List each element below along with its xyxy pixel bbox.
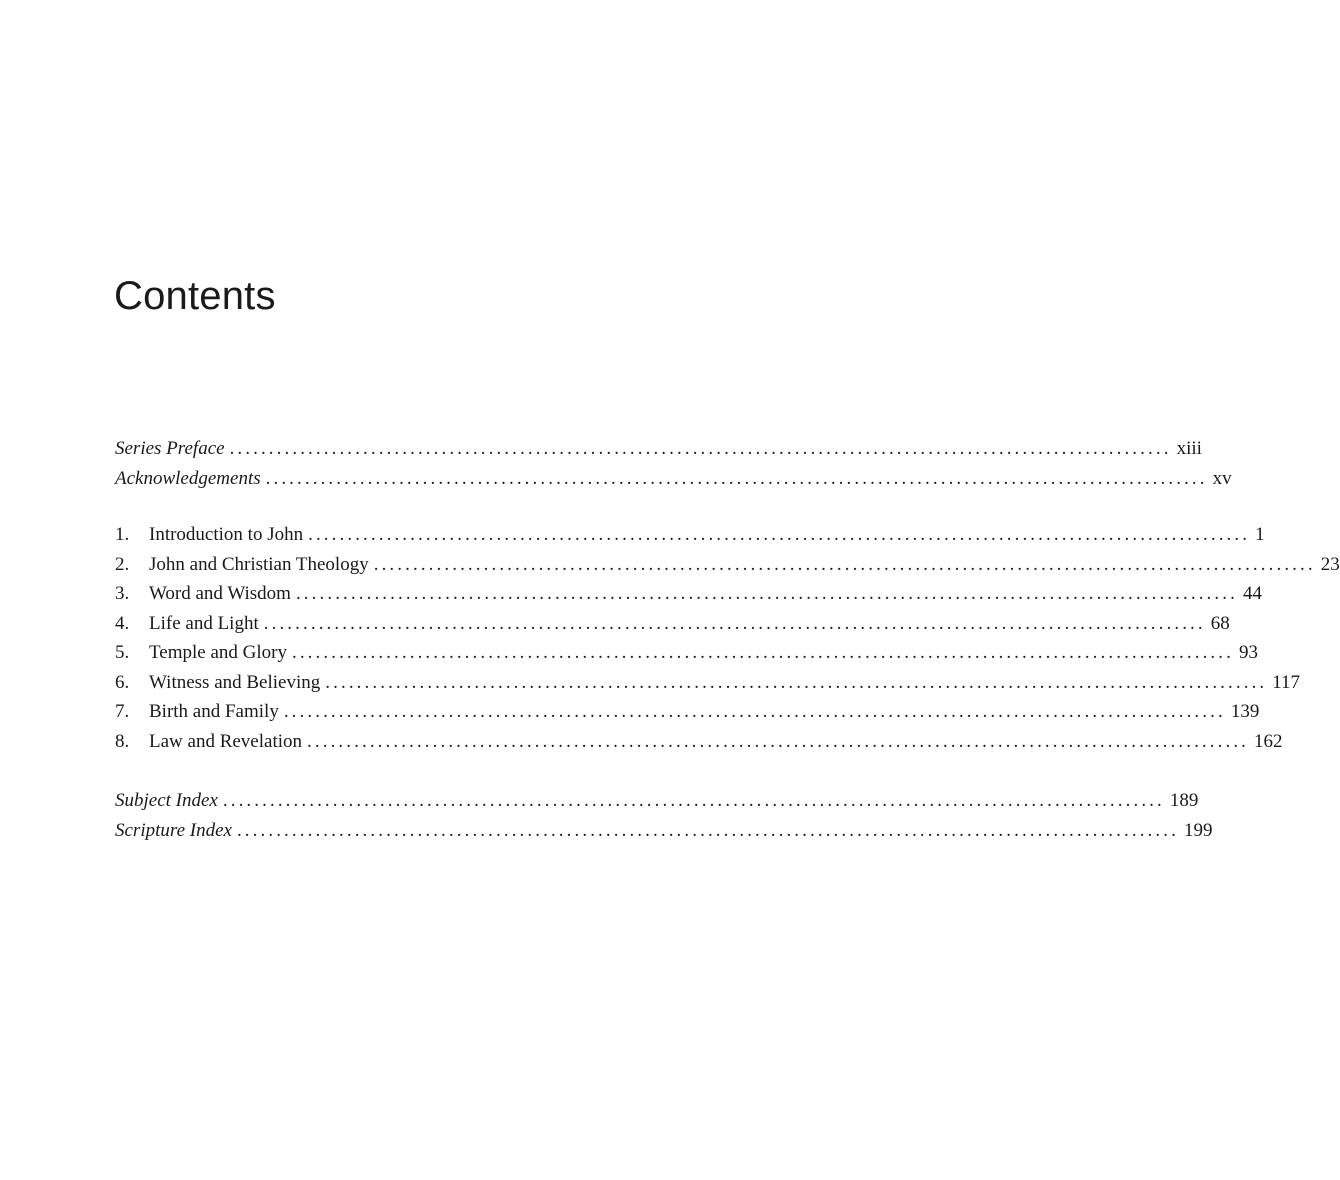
chapter-title: Temple and Glory bbox=[149, 642, 287, 663]
chapter-entry bbox=[115, 520, 1265, 550]
toc-entry-page: xiii bbox=[1176, 438, 1202, 459]
dot-leader: ........................................................................................................................ bbox=[236, 819, 1179, 841]
chapter-page: 68 bbox=[1210, 612, 1230, 634]
chapter-entry bbox=[115, 727, 1283, 757]
chapter-number: 4. bbox=[115, 612, 130, 634]
toc-entry-page: xv bbox=[1212, 467, 1232, 489]
back-matter-list bbox=[115, 786, 1213, 845]
chapter-number: 5. bbox=[115, 642, 130, 663]
dot-leader: ........................................................................................................................ bbox=[325, 671, 1268, 693]
dot-leader: ........................................................................................................................ bbox=[263, 612, 1206, 634]
toc-entry bbox=[115, 786, 1199, 816]
toc-entry-page: 189 bbox=[1169, 790, 1199, 811]
chapter-page: 93 bbox=[1238, 642, 1258, 663]
toc-entry-label: Scripture Index bbox=[115, 819, 232, 841]
dot-leader: ........................................................................................................................ bbox=[229, 438, 1172, 459]
dot-leader: ........................................................................................................................ bbox=[295, 583, 1238, 604]
toc-entry bbox=[115, 464, 1232, 494]
dot-leader: ........................................................................................................................ bbox=[283, 701, 1226, 722]
dot-leader: ........................................................................................................................ bbox=[265, 467, 1208, 489]
chapter-title: Law and Revelation bbox=[149, 730, 303, 752]
chapter-number: 3. bbox=[115, 583, 130, 604]
chapter-entry bbox=[115, 668, 1301, 698]
chapter-page: 44 bbox=[1242, 583, 1262, 604]
chapter-number: 2. bbox=[115, 553, 130, 575]
chapter-title: Introduction to John bbox=[149, 524, 304, 545]
chapter-page: 1 bbox=[1255, 524, 1265, 545]
chapter-title: Word and Wisdom bbox=[149, 583, 291, 604]
chapter-page: 139 bbox=[1230, 701, 1260, 722]
chapter-title: Life and Light bbox=[149, 612, 259, 634]
toc-entry-label: Subject Index bbox=[115, 790, 218, 811]
chapter-number: 7. bbox=[115, 701, 130, 722]
dot-leader: ........................................................................................................................ bbox=[307, 730, 1250, 752]
dot-leader: ........................................................................................................................ bbox=[291, 642, 1234, 663]
toc-entry bbox=[115, 816, 1213, 846]
chapter-page: 162 bbox=[1254, 730, 1283, 752]
chapter-entry bbox=[115, 638, 1258, 668]
chapter-page: 23 bbox=[1320, 553, 1340, 575]
chapter-page: 117 bbox=[1272, 671, 1301, 693]
chapter-entry bbox=[115, 697, 1260, 727]
dot-leader: ........................................................................................................................ bbox=[308, 524, 1251, 545]
chapter-number: 1. bbox=[115, 524, 130, 545]
toc-entry bbox=[115, 434, 1202, 464]
front-matter-list bbox=[115, 434, 1232, 493]
toc-entry-label: Acknowledgements bbox=[115, 467, 261, 489]
toc-entry-label: Series Preface bbox=[115, 438, 225, 459]
chapter-number: 6. bbox=[115, 671, 130, 693]
chapter-entry bbox=[115, 579, 1262, 609]
page-title: Contents bbox=[114, 274, 276, 318]
dot-leader: ........................................................................................................................ bbox=[373, 553, 1316, 575]
chapter-entry bbox=[115, 550, 1340, 580]
chapter-title: Birth and Family bbox=[149, 701, 279, 722]
chapter-entry bbox=[115, 609, 1230, 639]
chapter-list bbox=[115, 520, 1340, 756]
chapter-title: John and Christian Theology bbox=[149, 553, 369, 575]
dot-leader: ........................................................................................................................ bbox=[222, 790, 1165, 811]
chapter-title: Witness and Believing bbox=[149, 671, 321, 693]
chapter-number: 8. bbox=[115, 730, 130, 752]
toc-entry-page: 199 bbox=[1183, 819, 1213, 841]
